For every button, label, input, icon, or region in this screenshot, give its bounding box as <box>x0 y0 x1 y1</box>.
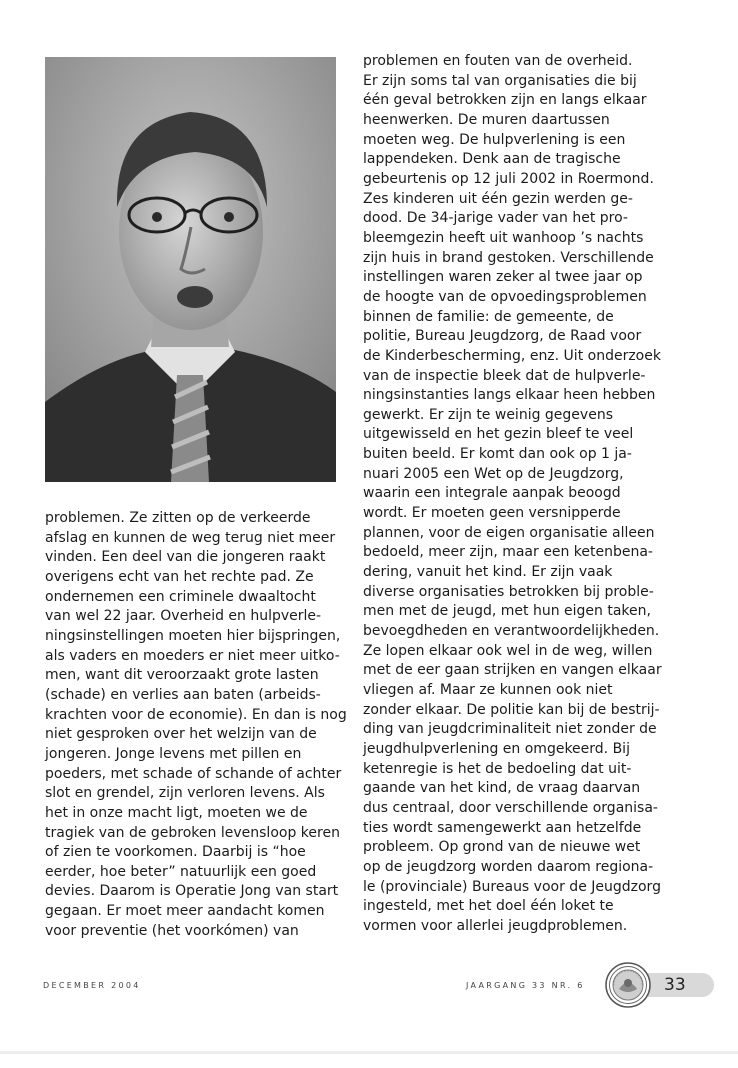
portrait-photo <box>45 57 336 482</box>
article-line: devies. Daarom is Operatie Jong van start <box>45 883 339 900</box>
article-line: Ze lopen elkaar ook wel in de weg, willen <box>363 642 653 659</box>
article-line: van de inspectie bleek dat de hulpverle- <box>363 367 646 384</box>
article-line: of zien te voorkomen. Daarbij is “hoe <box>45 844 306 861</box>
article-line: eerder, hoe beter” natuurlijk een goed <box>45 863 317 880</box>
article-line: van wel 22 jaar. Overheid en hulpverle- <box>45 608 322 625</box>
article-line: gegaan. Er moet meer aandacht komen <box>45 903 325 920</box>
article-line: dood. De 34-jarige vader van het pro- <box>363 210 628 227</box>
article-line: niet gesproken over het welzijn van de <box>45 726 317 743</box>
article-line: ties wordt samengewerkt aan hetzelfde <box>363 819 642 836</box>
article-line: ningsinstanties langs elkaar heen hebben <box>363 387 656 404</box>
seal-icon <box>605 962 651 1008</box>
article-line: poeders, met schade of schande of achter <box>45 765 342 782</box>
article-line: wordt. Er moeten geen versnipperde <box>363 505 621 522</box>
article-line: Er zijn soms tal van organisaties die bij <box>363 72 637 89</box>
issue-date: DECEMBER 2004 <box>43 981 141 990</box>
bottom-rule <box>0 1051 738 1054</box>
article-line: waarin een integrale aanpak beoogd <box>363 485 621 502</box>
article-line: problemen en fouten van de overheid. <box>363 53 633 69</box>
article-line: vliegen af. Maar ze kunnen ook niet <box>363 682 613 698</box>
article-line: vormen voor allerlei jeugdproblemen. <box>363 917 628 934</box>
article-right-column <box>363 52 662 937</box>
article-left-column <box>45 509 347 941</box>
article-line: de hoogte van de opvoedingsproblemen <box>363 288 647 305</box>
article-line: vinden. Een deel van die jongeren raakt <box>45 549 326 566</box>
article-line: met de eer gaan strijken en vangen elkaar <box>363 662 662 679</box>
article-line: binnen de familie: de gemeente, de <box>363 308 614 325</box>
article-line: bedoeld, meer zijn, maar een ketenbena- <box>363 544 653 561</box>
article-line: heenwerken. De muren daartussen <box>363 111 610 128</box>
article-line: krachten voor de economie). En dan is nog <box>45 706 347 723</box>
article-line: le (provinciale) Bureaus voor de Jeugdzorg <box>363 878 661 895</box>
article-line: op de jeugdzorg worden daarom regiona- <box>363 858 654 875</box>
article-line: ingesteld, met het doel één loket te <box>363 898 614 915</box>
article-line: overigens echt van het rechte pad. Ze <box>45 568 314 585</box>
article-line: jongeren. Jonge levens met pillen en <box>45 745 302 762</box>
article-line: men met de jeugd, met hun eigen taken, <box>363 603 651 620</box>
page-number: 33 <box>664 975 686 995</box>
article-line: zonder elkaar. De politie kan bij de bestrij- <box>363 701 660 718</box>
article-line: bevoegdheden en verantwoordelijkheden. <box>363 623 660 640</box>
article-line: uitgewisseld en het gezin bleef te veel <box>363 426 634 443</box>
article-line: nuari 2005 een Wet op de Jeugdzorg, <box>363 465 624 482</box>
article-line: bleemgezin heeft uit wanhoop ’s nachts <box>363 229 644 246</box>
article-line: dus centraal, door verschillende organisa- <box>363 799 658 816</box>
article-line: plannen, voor de eigen organisatie alleen <box>363 524 655 541</box>
article-line: als vaders en moeders er niet meer uitko- <box>45 647 340 664</box>
portrait-illustration <box>45 57 336 482</box>
article-line: het in onze macht ligt, moeten we de <box>45 804 308 821</box>
article-line: men, want dit veroorzaakt grote lasten <box>45 667 319 684</box>
article-line: ningsinstellingen moeten hier bijspringen, <box>45 627 341 644</box>
article-line: (schade) en verlies aan baten (arbeids- <box>45 686 321 703</box>
article-line: lappendeken. Denk aan de tragische <box>363 151 621 168</box>
article-line: één geval betrokken zijn en langs elkaar <box>363 92 647 109</box>
article-line: politie, Bureau Jeugdzorg, de Raad voor <box>363 328 642 345</box>
article-line: instellingen waren zeker al twee jaar op <box>363 269 643 286</box>
article-line: jeugdhulpverlening en omgekeerd. Bij <box>363 740 630 757</box>
article-line: slot en grendel, zijn verloren levens. Als <box>45 785 325 802</box>
article-line: afslag en kunnen de weg terug niet meer <box>45 529 336 546</box>
article-line: dering, vanuit het kind. Er zijn vaak <box>363 564 613 581</box>
article-line: de Kinderbescherming, enz. Uit onderzoek <box>363 347 661 364</box>
article-line: zijn huis in brand gestoken. Verschillende <box>363 249 654 266</box>
article-line: diverse organisaties betrokken bij proble- <box>363 583 654 600</box>
volume-issue: JAARGANG 33 NR. 6 <box>466 981 585 990</box>
article-line: tragiek van de gebroken levensloop keren <box>45 824 340 841</box>
article-line: moeten weg. De hulpverlening is een <box>363 131 626 148</box>
article-line: ondernemen een criminele dwaaltocht <box>45 588 316 605</box>
article-line: gewerkt. Er zijn te weinig gegevens <box>363 406 613 423</box>
article-line: ketenregie is het de bedoeling dat uit- <box>363 760 632 777</box>
article-line: probleem. Op grond van de nieuwe wet <box>363 839 641 856</box>
article-line: gaande van het kind, de vraag daarvan <box>363 780 641 797</box>
article-line: voor preventie (het voorkómen) van <box>45 922 299 939</box>
article-line: problemen. Ze zitten op de verkeerde <box>45 510 311 526</box>
article-line: gebeurtenis op 12 juli 2002 in Roermond. <box>363 170 654 187</box>
article-line: buiten beeld. Er komt dan ook op 1 ja- <box>363 446 632 463</box>
article-line: ding van jeugdcriminaliteit niet zonder de <box>363 721 657 738</box>
article-line: Zes kinderen uit één gezin werden ge- <box>363 190 633 207</box>
